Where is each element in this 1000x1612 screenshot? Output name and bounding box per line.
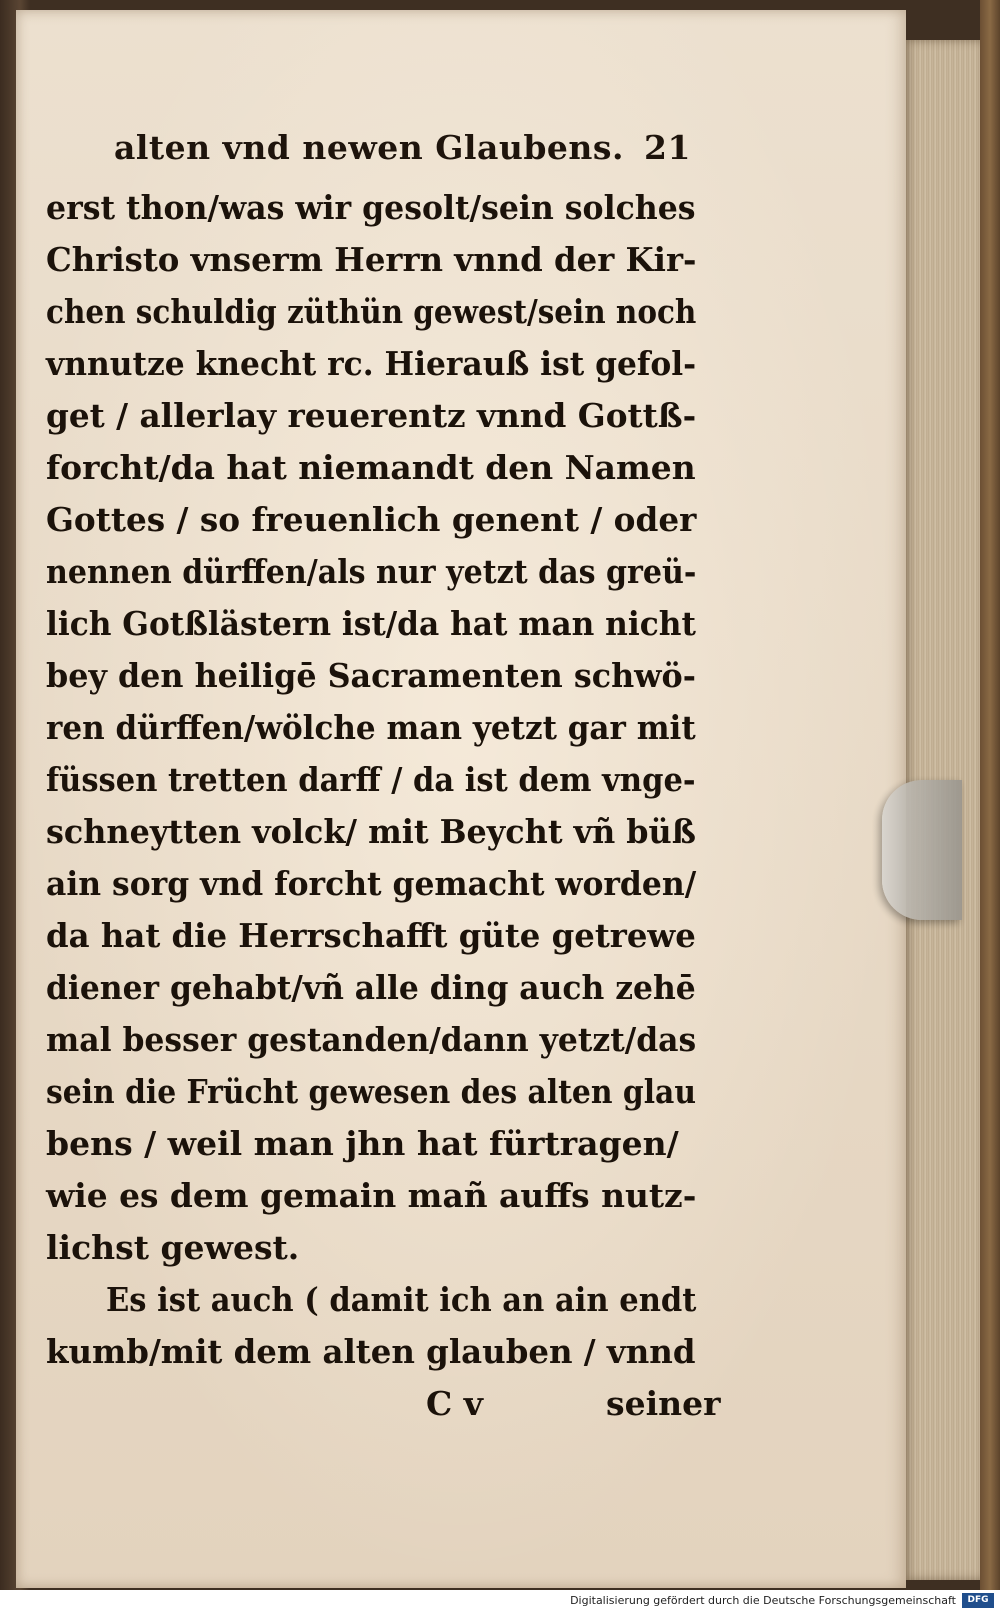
text-line: da hat die Herrschafft güte getrewe	[46, 916, 696, 955]
text-line: bey den heiligē Sacramenten schwö-	[46, 656, 696, 695]
catchword: seiner	[606, 1384, 721, 1423]
signature-mark: C v	[426, 1384, 483, 1423]
text-line: vnnutze knecht rc. Hierauß ist gefol-	[46, 344, 697, 383]
text-line: ain sorg vnd forcht gemacht worden/	[46, 864, 697, 903]
page-signature-row	[46, 1384, 726, 1436]
text-line: füssen tretten darff / da ist dem vnge-	[46, 760, 696, 799]
text-line: erst thon/was wir gesolt/sein solches	[46, 188, 696, 227]
folio-number: 21	[644, 128, 691, 167]
page-clip	[882, 780, 962, 920]
text-line: lich Gotßlästern ist/da hat man nicht	[46, 604, 696, 643]
text-line: lichst gewest.	[46, 1228, 300, 1267]
text-line: sein die Frücht gewesen des alten glau	[46, 1072, 697, 1111]
text-line: forcht/da hat niemandt den Namen	[46, 448, 696, 487]
running-title: alten vnd newen Glaubens.	[114, 128, 624, 167]
text-line: wie es dem gemain mañ auffs nutz-	[46, 1176, 697, 1215]
text-line: Christo vnserm Herrn vnnd der Kir-	[46, 240, 697, 279]
text-line: kumb/mit dem alten glauben / vnnd	[46, 1332, 696, 1371]
footer-strip	[0, 1590, 1000, 1612]
text-line: bens / weil man jhn hat fürtragen/	[46, 1124, 679, 1163]
dfg-logo-icon: DFG	[962, 1593, 994, 1608]
text-line: Es ist auch ( damit ich an ain endt	[106, 1280, 697, 1319]
text-line: mal besser gestanden/dann yetzt/das	[46, 1020, 697, 1059]
text-line: nennen dürffen/als nur yetzt das greü-	[46, 552, 697, 591]
page-header	[114, 128, 714, 178]
text-line: diener gehabt/vñ alle ding auch zehē	[46, 968, 696, 1007]
text-line: chen schuldig züthün gewest/sein noch	[46, 292, 697, 331]
text-line: ren dürffen/wölche man yetzt gar mit	[46, 708, 696, 747]
text-line: get / allerlay reuerentz vnnd Gottß-	[46, 396, 697, 435]
book-cover-edge	[980, 0, 1000, 1590]
book-page	[16, 10, 906, 1588]
funding-credit: Digitalisierung gefördert durch die Deutsche Forschungsgemeinschaft	[570, 1594, 956, 1607]
text-line: schneytten volck/ mit Beycht vñ büß	[46, 812, 696, 851]
text-line: Gottes / so freuenlich genent / oder	[46, 500, 697, 539]
